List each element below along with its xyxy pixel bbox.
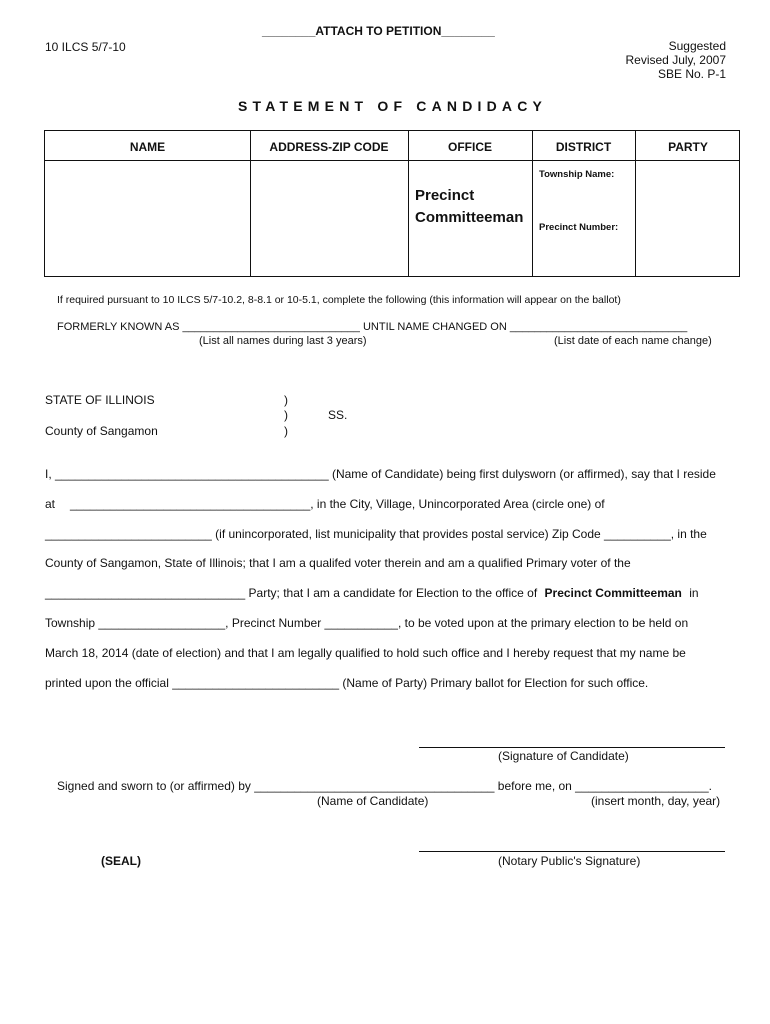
oath-line-2[interactable]: ____________________________________, in the City, Village, Unincorporated Area (circle one) of [70, 497, 605, 511]
column-header-party: PARTY [668, 140, 708, 154]
oath-line-8[interactable]: printed upon the official _________________________ (Name of Party) Primary ballot for Election for such office. [45, 676, 649, 690]
office-committeeman: Committeeman [415, 209, 524, 226]
name-of-candidate-caption: (Name of Candidate) [317, 794, 429, 808]
oath-line-2-at: at [45, 497, 56, 511]
column-header-address: ADDRESS-ZIP CODE [269, 140, 389, 154]
formerly-known-line[interactable]: FORMERLY KNOWN AS _____________________________ UNTIL NAME CHANGED ON _____________________________ [57, 321, 688, 333]
oath-line-5-in: in [689, 586, 699, 600]
township-name-field[interactable] [534, 181, 633, 219]
column-header-district: DISTRICT [555, 140, 612, 154]
seal-label: (SEAL) [101, 854, 141, 868]
precinct-number-field[interactable] [534, 235, 633, 274]
date-caption: (insert month, day, year) [591, 794, 721, 808]
candidate-table [44, 130, 740, 277]
notary-signature-caption: (Notary Public's Signature) [498, 854, 641, 868]
ss-label: SS. [328, 408, 348, 422]
township-name-label: Township Name: [539, 169, 615, 180]
party-blank[interactable]: ______________________________ Party; that I am a candidate for Election to the office of [45, 586, 538, 600]
attach-to-petition-heading: ________ATTACH TO PETITION________ [262, 24, 495, 38]
county-of-sangamon: County of Sangamon [45, 424, 158, 438]
state-of-illinois: STATE OF ILLINOIS [45, 393, 155, 407]
form-title: STATEMENT OF CANDIDACY [238, 98, 548, 114]
oath-line-3[interactable]: _________________________ (if unincorporated, list municipality that provides postal service) Zip Code __________, in the [45, 527, 707, 541]
oath-line-4: County of Sangamon, State of Illinois; that I am a qualifed voter therein and am a qualified Primary voter of the [45, 556, 631, 570]
oath-line-5[interactable] [45, 586, 699, 600]
office-name: Precinct Committeeman [544, 586, 682, 600]
revised-date: Revised July, 2007 [625, 53, 726, 67]
oath-line-7: March 18, 2014 (date of election) and that I am legally qualified to hold such office and I hereby request that my name be [45, 646, 686, 660]
statute-reference: 10 ILCS 5/7-10 [45, 40, 126, 54]
formerly-known-note: If required pursuant to 10 ILCS 5/7-10.2, 8-8.1 or 10-5.1, complete the following (this information will appear on the ballot) [57, 294, 621, 306]
precinct-number-label: Precinct Number: [539, 222, 619, 233]
oath-line-6[interactable]: Township ___________________, Precinct Number ___________, to be voted upon at the primary election to be held on [45, 616, 689, 630]
suggested-label: Suggested [668, 39, 726, 53]
form-number: SBE No. P-1 [657, 67, 726, 81]
name-change-date-hint: (List date of each name change) [554, 335, 712, 347]
venue-bracket: ) [284, 408, 288, 422]
notary-signature-line[interactable] [419, 851, 725, 852]
address-cell[interactable] [252, 162, 406, 274]
formerly-names-hint: (List all names during last 3 years) [199, 335, 367, 347]
candidate-signature-line[interactable] [419, 747, 725, 748]
oath-line-1[interactable]: I, _________________________________________ (Name of Candidate) being first dulysworn (or affirmed), say that I reside [45, 467, 716, 481]
column-header-name: NAME [129, 140, 166, 154]
column-header-office: OFFICE [448, 140, 492, 154]
party-cell[interactable] [637, 162, 739, 274]
venue-bracket: ) [284, 393, 288, 407]
candidate-signature-caption: (Signature of Candidate) [498, 749, 629, 763]
office-precinct: Precinct [415, 187, 475, 204]
name-cell[interactable] [47, 162, 248, 274]
venue-bracket: ) [284, 424, 288, 438]
signed-and-sworn-line[interactable]: Signed and sworn to (or affirmed) by ____________________________________ before me, on ____________________. [57, 779, 712, 793]
